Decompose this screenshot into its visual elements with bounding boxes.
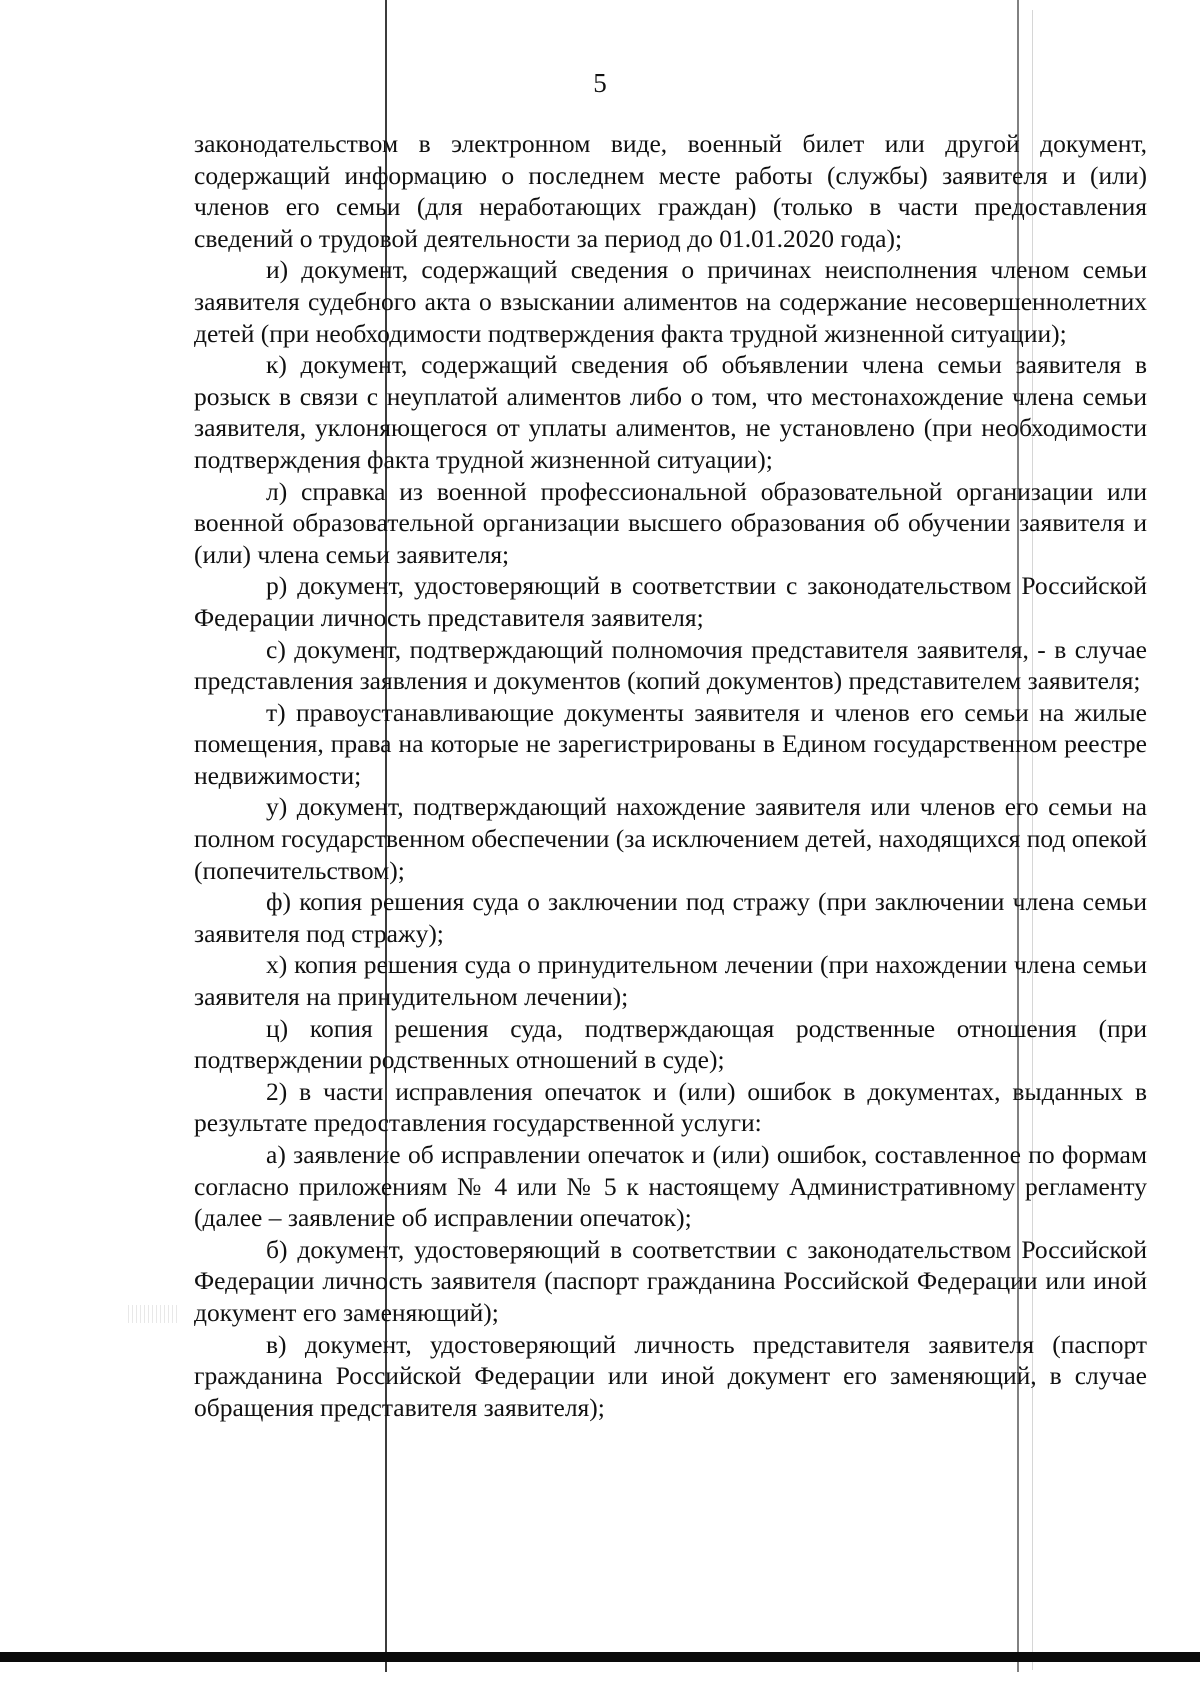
paragraph: законодательством в электронном виде, военный билет или другой документ, содержащий информацию о последнем месте работы (службы) заявителя и (или) членов его семьи (для неработающих граждан) (только в части предоставления сведений о трудовой деятельности за период до 01.01.2020 года); xyxy=(194,129,1147,253)
paragraph-item-u: у) документ, подтверждающий нахождение заявителя или членов его семьи на полном государственном обеспечении (за исключением детей, находящихся под опекой (попечительством); xyxy=(194,792,1148,885)
paragraph-item-b: б) документ, удостоверяющий в соответствии с законодательством Российской Федерации личность заявителя (паспорт гражданина Российской Федерации или иной документ его заменяющий); xyxy=(194,1234,1147,1327)
paragraph-item-t: т) правоустанавливающие документы заявителя и членов его семьи на жилые помещения, права на которые не зарегистрированы в Едином государственном реестре недвижимости; xyxy=(194,697,1147,790)
paragraph-item-ts: ц) копия решения суда, подтверждающая родственные отношения (при подтверждении родственных отношений в суде); xyxy=(194,1013,1147,1075)
paragraph-item-s: с) документ, подтверждающий полномочия представителя заявителя, - в случае представления заявления и документов (копий документов) представителем заявителя; xyxy=(194,634,1147,696)
paragraph-item-a: а) заявление об исправлении опечаток и (или) ошибок, составленное по формам согласно приложениям № 4 или № 5 к настоящему Административному регламенту (далее – заявление об исправлении опечаток); xyxy=(194,1140,1147,1233)
paragraph-item-kh: х) копия решения суда о принудительном лечении (при нахождении члена семьи заявителя на принудительном лечении); xyxy=(194,950,1147,1012)
paragraph-item-v: в) документ, удостоверяющий личность представителя заявителя (паспорт гражданина Российской Федерации или иной документ его заменяющий, в случае обращения представителя заявителя); xyxy=(194,1329,1147,1422)
scan-bottom-edge xyxy=(0,1652,1200,1662)
paragraph-item-l: л) справка из военной профессиональной образовательной организации или военной образовательной организации высшего образования об обучении заявителя и (или) члена семьи заявителя; xyxy=(194,476,1147,569)
page-number: 5 xyxy=(593,68,607,98)
paragraph-item-i: и) документ, содержащий сведения о причинах неисполнения членом семьи заявителя судебного акта о взыскании алиментов на содержание несовершеннолетних детей (при необходимости подтверждения факта трудной жизненной ситуации); xyxy=(194,255,1147,348)
paragraph-item-k: к) документ, содержащий сведения об объявлении члена семьи заявителя в розыск в связи с неуплатой алиментов либо о том, что местонахождение члена семьи заявителя, уклоняющегося от уплаты алиментов, не установлено (при необходимости подтверждения факта трудной жизненной ситуации); xyxy=(194,350,1147,474)
paragraph-item-f: ф) копия решения суда о заключении под стражу (при заключении члена семьи заявителя под стражу); xyxy=(194,887,1147,948)
paragraph-item-r: р) документ, удостоверяющий в соответствии с законодательством Российской Федерации личность представителя заявителя; xyxy=(194,571,1147,632)
paragraph-section-2: 2) в части исправления опечаток и (или) ошибок в документах, выданных в результате предоставления государственной услуги: xyxy=(194,1076,1147,1138)
scan-speckle xyxy=(128,1305,178,1323)
document-body xyxy=(194,128,1147,1423)
